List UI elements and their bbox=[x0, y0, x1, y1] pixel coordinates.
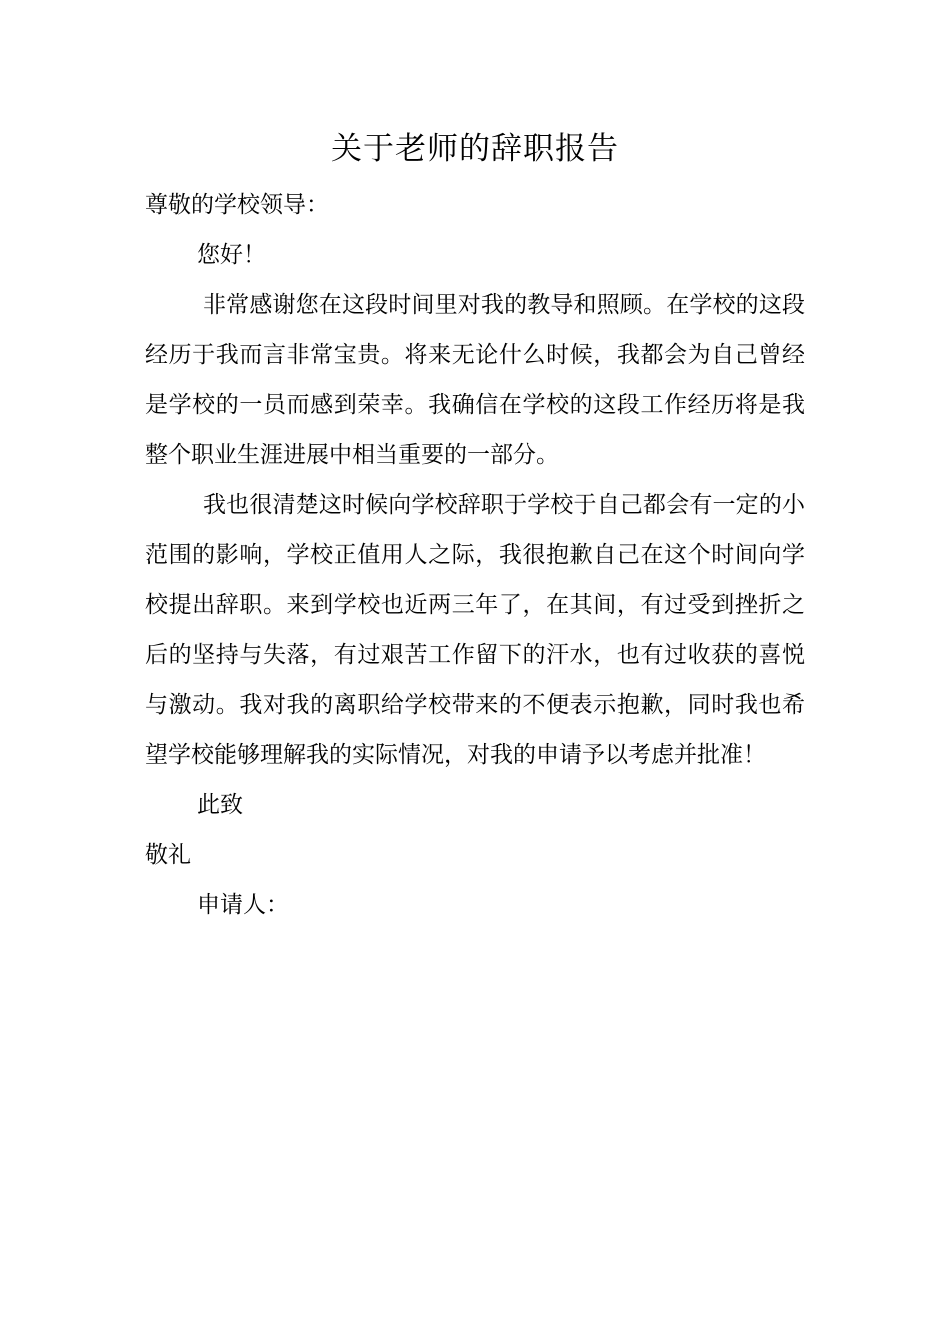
paragraph-resignation-reason: 我也很清楚这时候向学校辞职于学校于自己都会有一定的小范围的影响，学校正值用人之际，我很抱歉自己在这个时间向学校提出辞职。来到学校也近两三年了，在其间，有过受到挫折之后的坚持与失落，有过艰苦工作留下的汗水，也有过收获的喜悦与激动。我对我的离职给学校带来的不便表示抱歉，同时我也希望学校能够理解我的实际情况，对我的申请予以考虑并批准！ bbox=[145, 492, 805, 768]
signature-label: 申请人： bbox=[197, 892, 289, 918]
salutation: 尊敬的学校领导： bbox=[145, 192, 329, 218]
document-title: 关于老师的辞职报告 bbox=[331, 131, 619, 167]
document-body bbox=[145, 180, 805, 930]
closing-line-1: 此致 bbox=[197, 792, 243, 818]
greeting: 您好！ bbox=[197, 242, 266, 268]
closing-line-2: 敬礼 bbox=[145, 842, 191, 868]
paragraph-gratitude: 非常感谢您在这段时间里对我的教导和照顾。在学校的这段经历于我而言非常宝贵。将来无论什么时候，我都会为自己曾经是学校的一员而感到荣幸。我确信在学校的这段工作经历将是我整个职业生涯进展中相当重要的一部分。 bbox=[145, 292, 805, 468]
